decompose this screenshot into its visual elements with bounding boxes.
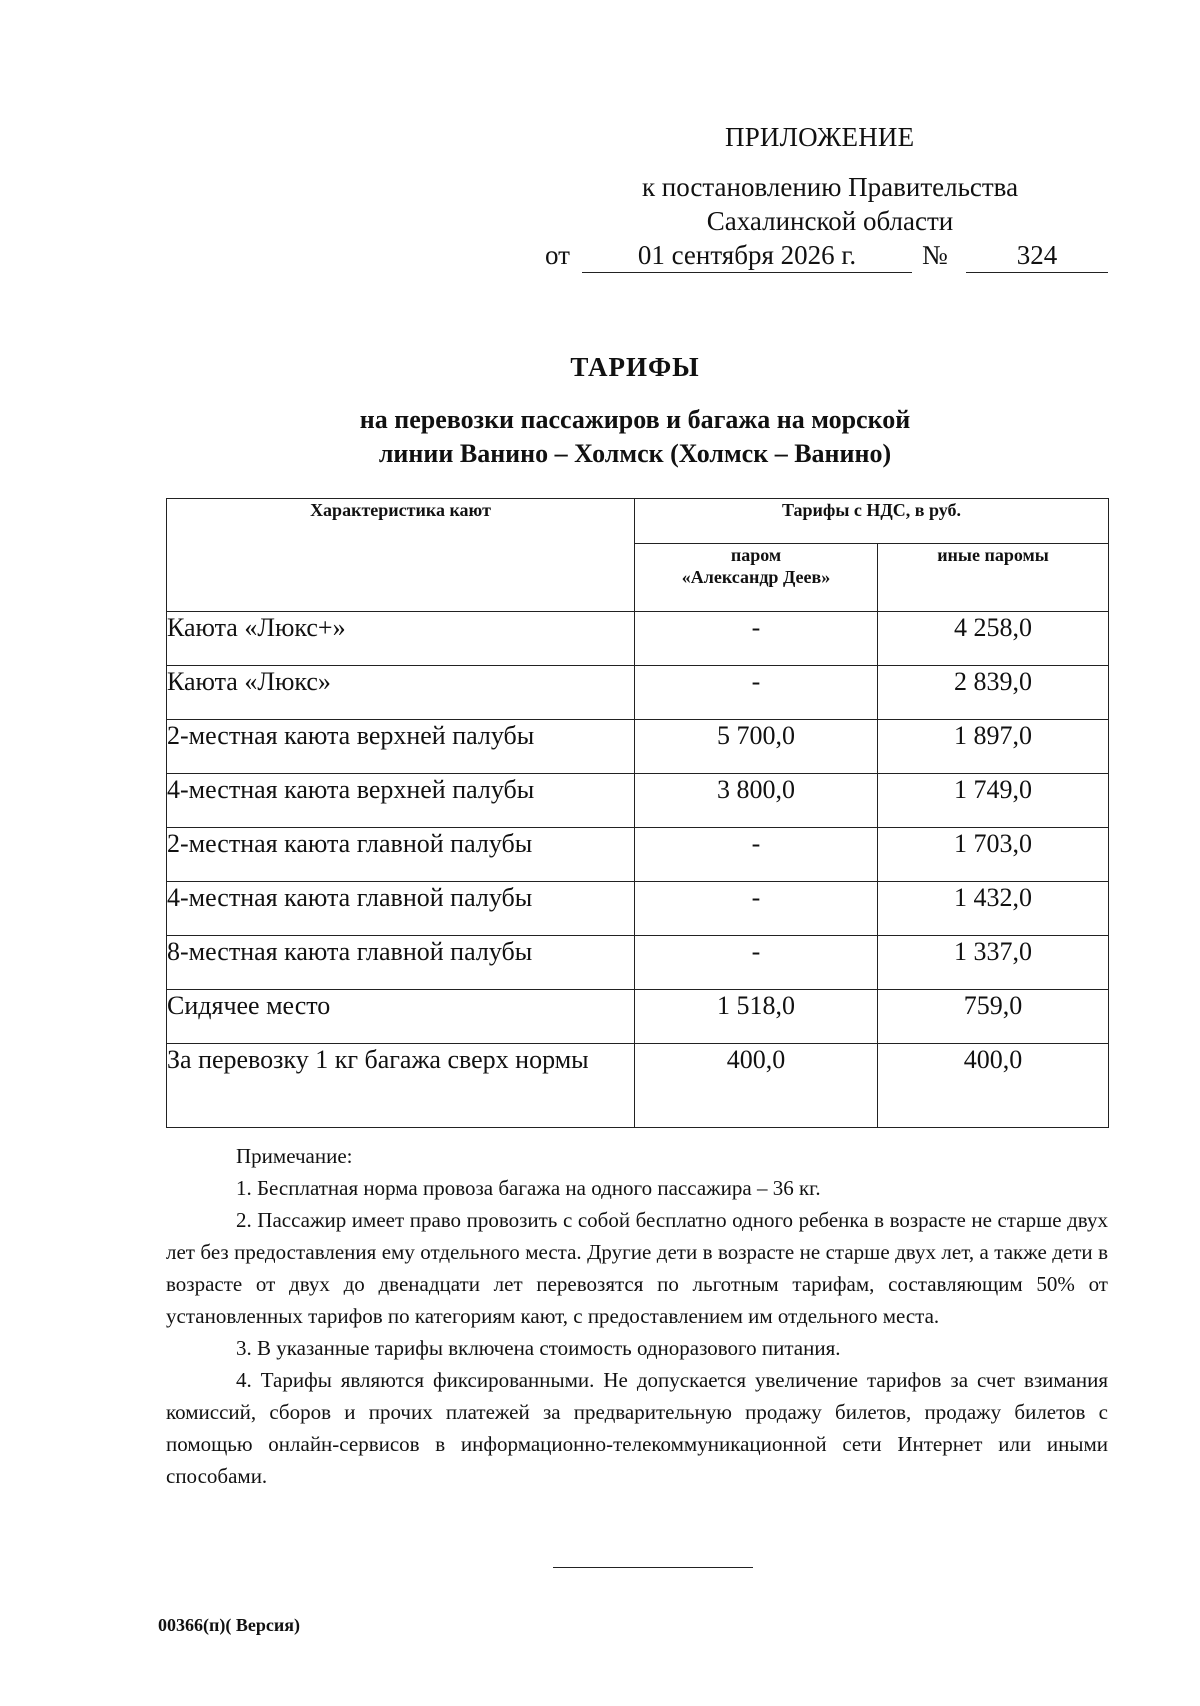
table-row <box>167 1044 1109 1128</box>
subtitle-line-1: на перевозки пассажиров и багажа на морской <box>359 405 911 434</box>
table-row <box>167 936 1109 990</box>
table-row <box>167 990 1109 1044</box>
cabin-name: Каюта «Люкс+» <box>167 612 635 666</box>
table-row <box>167 720 1109 774</box>
document-title: ТАРИФЫ <box>570 352 700 382</box>
tariff-other: 400,0 <box>878 1044 1109 1128</box>
tariff-deev: - <box>635 612 878 666</box>
end-divider <box>553 1567 753 1568</box>
tariff-other: 1 432,0 <box>878 882 1109 936</box>
tariff-other: 1 703,0 <box>878 828 1109 882</box>
tariff-other: 4 258,0 <box>878 612 1109 666</box>
tariff-table <box>166 498 1109 1128</box>
tariff-deev: 3 800,0 <box>635 774 878 828</box>
notes-heading: Примечание: <box>236 1144 353 1168</box>
cabin-name: 2-местная каюта верхней палубы <box>167 720 635 774</box>
subtitle-line-2: линии Ванино – Холмск (Холмск – Ванино) <box>378 439 892 468</box>
header-ferry-deev <box>635 544 878 612</box>
tariff-deev: 5 700,0 <box>635 720 878 774</box>
header-ferry-line-1: паром <box>730 545 782 565</box>
table-row <box>167 666 1109 720</box>
note-item: 3. В указанные тарифы включена стоимость одноразового питания. <box>236 1336 841 1360</box>
tariff-deev: - <box>635 828 878 882</box>
table-row <box>167 774 1109 828</box>
tariff-other: 1 897,0 <box>878 720 1109 774</box>
notes <box>166 1140 1108 1492</box>
document-code: 00366(п)( Версия) <box>158 1615 300 1635</box>
ref-number-label: № <box>922 240 948 270</box>
cabin-name: Каюта «Люкс» <box>167 666 635 720</box>
header-other-ferries: иные паромы <box>878 544 1109 612</box>
tariff-deev: - <box>635 936 878 990</box>
ref-date: 01 сентября 2026 г. <box>582 240 912 273</box>
appendix-title: ПРИЛОЖЕНИЕ <box>725 122 915 152</box>
table-row <box>167 882 1109 936</box>
table-row <box>167 612 1109 666</box>
note-item: 1. Бесплатная норма провоза багажа на одного пассажира – 36 кг. <box>236 1176 821 1200</box>
tariff-other: 1 749,0 <box>878 774 1109 828</box>
appendix-line-2: Сахалинской области <box>706 206 954 236</box>
document-subtitle <box>330 403 940 471</box>
cabin-name: 2-местная каюта главной палубы <box>167 828 635 882</box>
tariff-deev: - <box>635 666 878 720</box>
tariff-deev: 1 518,0 <box>635 990 878 1044</box>
ref-from-label: от <box>545 240 570 270</box>
header-cabin: Характеристика кают <box>167 499 635 612</box>
note-item: 4. Тарифы являются фиксированными. Не допускается увеличение тарифов за счет взимания комиссий, сборов и прочих платежей за предварительную продажу билетов, продажу билетов с помощью онлайн-сервисов в информационно-телекоммуникационной сети Интернет или иными способами. <box>166 1368 1108 1488</box>
note-item: 2. Пассажир имеет право провозить с собой бесплатно одного ребенка в возрасте не старше двух лет без предоставления ему отдельного места. Другие дети в возрасте не старше двух лет, а также дети в возрасте от двух до двенадцати лет перевозятся по льготным тарифам, составляющим 50% от установленных тарифов по категориям кают, с предоставлением им отдельного места. <box>166 1208 1108 1328</box>
header-ferry-line-2: «Александр Деев» <box>681 567 831 587</box>
cabin-name: Сидячее место <box>167 990 635 1044</box>
tariff-other: 1 337,0 <box>878 936 1109 990</box>
cabin-name: За перевозку 1 кг багажа сверх нормы <box>167 1044 635 1128</box>
appendix-line-1: к постановлению Правительства <box>641 172 1019 202</box>
table-row <box>167 828 1109 882</box>
tariff-deev: 400,0 <box>635 1044 878 1128</box>
ref-number: 324 <box>966 240 1108 273</box>
cabin-name: 4-местная каюта верхней палубы <box>167 774 635 828</box>
cabin-name: 4-местная каюта главной палубы <box>167 882 635 936</box>
tariff-other: 759,0 <box>878 990 1109 1044</box>
tariff-other: 2 839,0 <box>878 666 1109 720</box>
header-tariffs: Тарифы с НДС, в руб. <box>635 499 1109 544</box>
cabin-name: 8-местная каюта главной палубы <box>167 936 635 990</box>
tariff-deev: - <box>635 882 878 936</box>
